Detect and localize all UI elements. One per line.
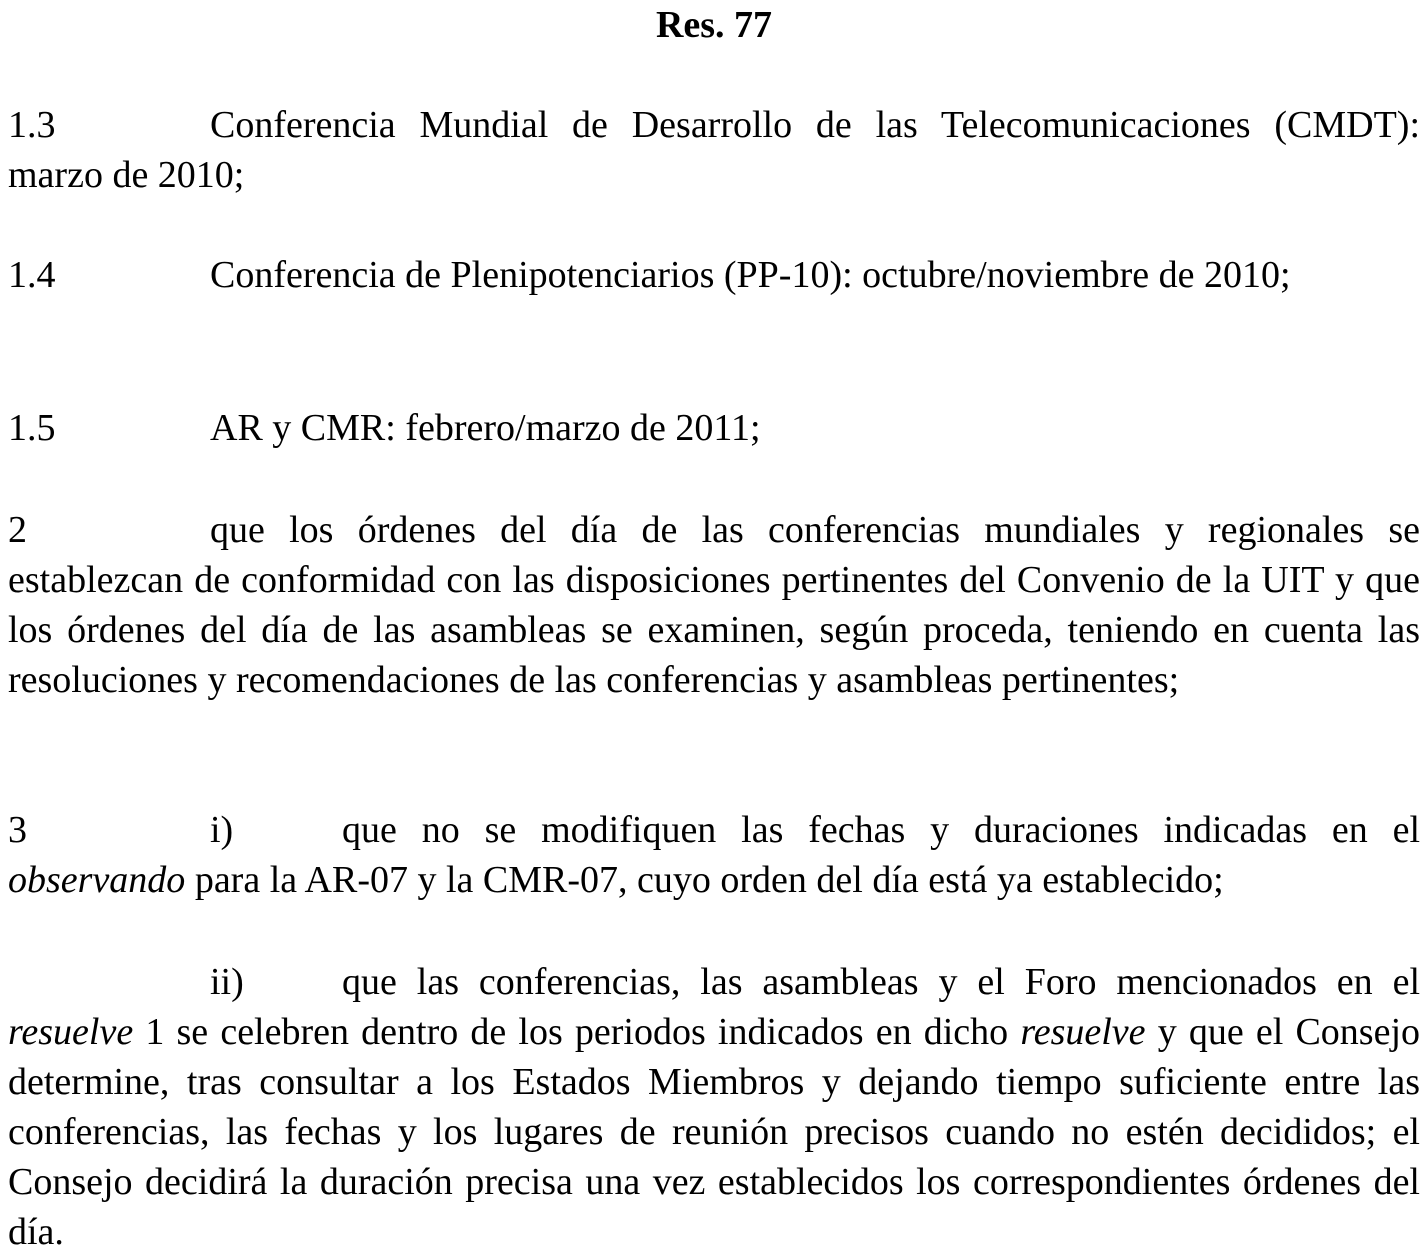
paragraph-1-4	[8, 250, 1420, 300]
paragraph-text: Conferencia de Plenipotenciarios (PP-10): octubre/noviembre de 2010;	[210, 254, 1291, 296]
paragraph-text: que no se modifiquen las fechas y duraciones indicadas en el	[342, 809, 1420, 851]
italic-term: resuelve	[1020, 1011, 1146, 1053]
paragraph-1-5	[8, 403, 1420, 453]
paragraph-1-3	[8, 100, 1420, 200]
paragraph-text: que las conferencias, las asambleas y el Foro mencionados en el	[342, 961, 1420, 1003]
paragraph-3-ii	[8, 957, 1420, 1257]
paragraph-text-continued: 1 se celebren dentro de los periodos indicados en dicho	[145, 1011, 1009, 1053]
italic-term: observando	[8, 859, 186, 901]
paragraph-text: AR y CMR: febrero/marzo de 2011;	[210, 407, 761, 449]
paragraph-number: 2	[8, 509, 27, 551]
paragraph-2	[8, 505, 1420, 705]
paragraph-text: que los órdenes del día de las conferencias mundiales y regionales se establezcan de conformidad con las disposiciones pertinentes del Convenio de la UIT y que los órdenes del día de las asambleas se examinen, según proceda, teniendo en cuenta las resoluciones y recomendaciones de las conferencias y asambleas pertinentes;	[8, 509, 1420, 701]
paragraph-text-continued: para la AR-07 y la CMR-07, cuyo orden del día está ya establecido;	[194, 859, 1224, 901]
page-title: Res. 77	[655, 4, 773, 46]
paragraph-text: Conferencia Mundial de Desarrollo de las Telecomunicaciones (CMDT): marzo de 2010;	[8, 104, 1420, 196]
paragraph-number: 1.5	[8, 407, 56, 449]
paragraph-number: 1.4	[8, 254, 56, 296]
sub-item-label: ii)	[210, 961, 244, 1003]
paragraph-number: 1.3	[8, 104, 56, 146]
paragraph-text-final: y que el Consejo determine, tras consultar a los Estados Miembros y dejando tiempo suficiente entre las conferencias, las fechas y los lugares de reunión precisos cuando no estén decididos; el Consejo decidirá la duración precisa una vez establecidos los correspondientes órdenes del día.	[8, 1011, 1420, 1253]
paragraph-3-i	[8, 805, 1420, 905]
sub-item-label: i)	[210, 809, 234, 851]
paragraph-number: 3	[8, 809, 27, 851]
italic-term: resuelve	[8, 1011, 134, 1053]
